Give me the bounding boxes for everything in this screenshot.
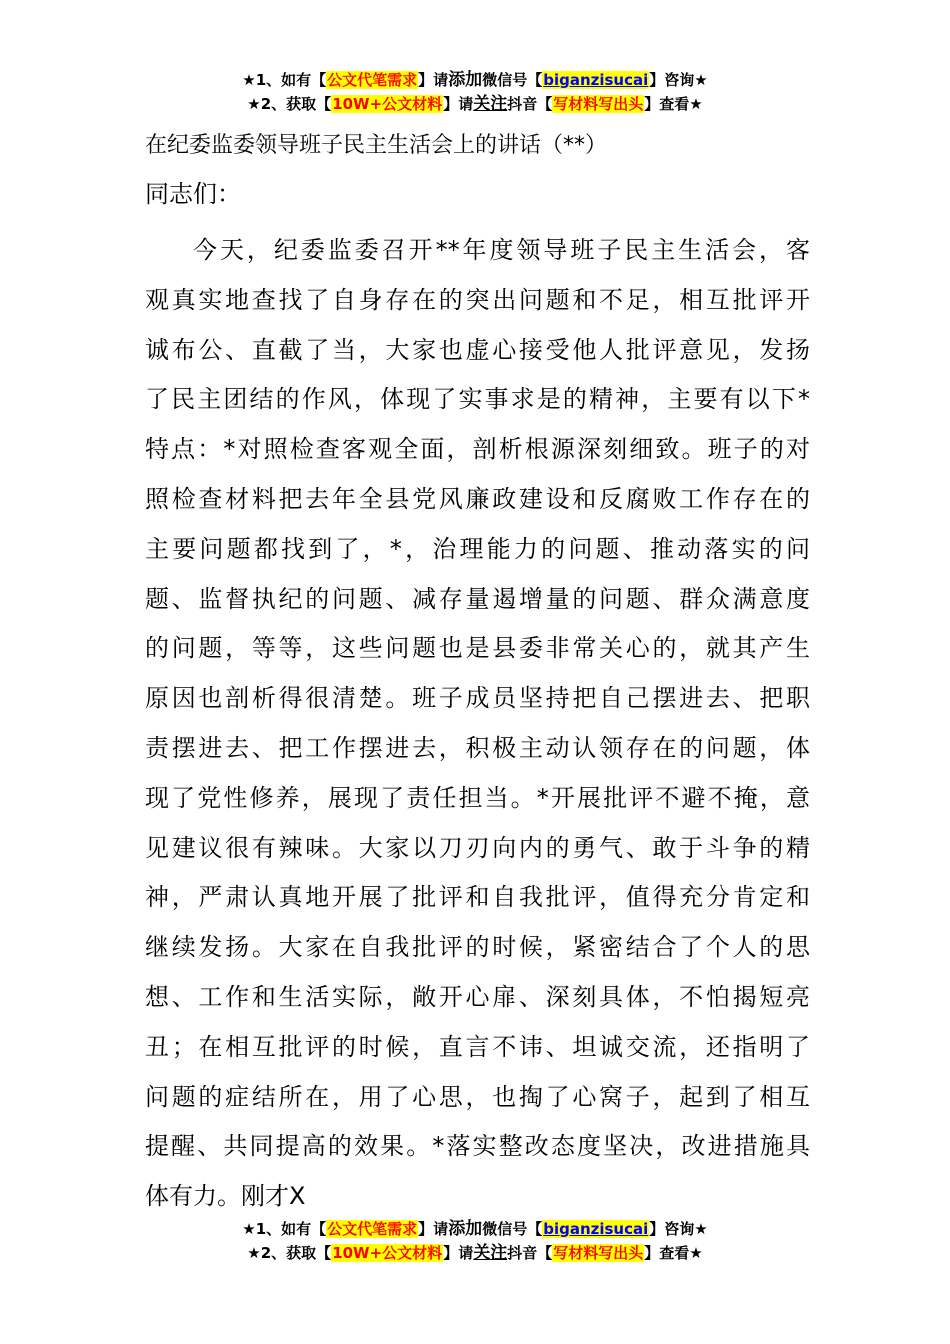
footer-line1-emphasis: 添加: [448, 1219, 483, 1239]
footer-line1-mid1: 】请: [418, 1220, 449, 1238]
footer-line1-suffix: 】咨询★: [649, 1220, 708, 1238]
body-line: 问题的症结所在，用了心思，也掏了心窝子，起到了相互: [145, 1082, 810, 1111]
footer-line2-mid1: 】请: [443, 1244, 474, 1262]
header-banner-line-2: [0, 92, 950, 116]
header-banner-line-1: [0, 68, 950, 92]
header-line2-emphasis: 关注: [473, 94, 508, 114]
footer-line2-suffix: 】查看★: [644, 1244, 703, 1262]
body-line: 了民主团结的作风，体现了实事求是的精神，主要有以下*: [145, 385, 810, 414]
body-line: 想、工作和生活实际，敞开心扉、深刻具体，不怕揭短亮: [145, 982, 810, 1011]
header-line1-mid2: 微信号【: [482, 71, 543, 89]
body-line: 今天，纪委监委召开**年度领导班子民主生活会，客: [193, 236, 810, 264]
header-line2-prefix: ★2、获取【: [247, 95, 332, 113]
body-line: 见建议很有辣味。大家以刀刃向内的勇气、敢于斗争的精: [145, 833, 810, 862]
body-line: 责摆进去、把工作摆进去，积极主动认领存在的问题，体: [145, 733, 810, 762]
footer-line2-highlight-materials: 10W+公文材料: [332, 1244, 443, 1262]
greeting: 同志们：: [145, 180, 241, 208]
body-line: 提醒、共同提高的效果。*落实整改态度坚决，改进措施具: [145, 1132, 810, 1161]
body-line: 的问题，等等，这些问题也是县委非常关心的，就其产生: [145, 634, 810, 663]
footer-line1-highlight-service: 公文代笔需求: [327, 1220, 418, 1238]
header-line1-prefix: ★1、如有【: [242, 71, 327, 89]
body-line: 诚布公、直截了当，大家也虚心接受他人批评意见，发扬: [145, 335, 810, 364]
header-line2-mid1: 】请: [443, 95, 474, 113]
footer-line1-prefix: ★1、如有【: [242, 1220, 327, 1238]
footer-line1-mid2: 微信号【: [482, 1220, 543, 1238]
header-line2-highlight-materials: 10W+公文材料: [332, 95, 443, 113]
body-line: 题、监督执纪的问题、减存量遏增量的问题、群众满意度: [145, 584, 810, 613]
body-line: 照检查材料把去年全县党风廉政建设和反腐败工作存在的: [145, 484, 810, 513]
header-line1-emphasis: 添加: [448, 70, 483, 90]
header-line1-suffix: 】咨询★: [649, 71, 708, 89]
body-line: 特点：*对照检查客观全面，剖析根源深刻细致。班子的对: [145, 435, 810, 464]
footer-line2-mid2: 抖音【: [507, 1244, 553, 1262]
header-banner: [0, 68, 950, 116]
footer-banner: [0, 1217, 950, 1265]
body-line: 观真实地查找了自身存在的突出问题和不足，相互批评开: [145, 285, 810, 314]
footer-line1-wechat-id: biganzisucai: [543, 1220, 649, 1238]
header-line2-suffix: 】查看★: [644, 95, 703, 113]
footer-banner-line-1: [0, 1217, 950, 1241]
body-line: 丑；在相互批评的时候，直言不讳、坦诚交流，还指明了: [145, 1032, 810, 1061]
body-line: 主要问题都找到了，*，治理能力的问题、推动落实的问: [145, 534, 810, 563]
footer-line2-douyin-account: 写材料写出头: [553, 1244, 644, 1262]
body-line: 现了党性修养，展现了责任担当。*开展批评不避不掩，意: [145, 783, 810, 812]
footer-banner-line-2: [0, 1241, 950, 1265]
body-line: 原因也剖析得很清楚。班子成员坚持把自己摆进去、把职: [145, 684, 810, 713]
document-body: [145, 226, 810, 1222]
header-line2-mid2: 抖音【: [507, 95, 553, 113]
body-line: 体有力。刚才X: [145, 1182, 306, 1211]
header-line1-wechat-id: biganzisucai: [543, 71, 649, 89]
header-line1-mid1: 】请: [418, 71, 449, 89]
header-line2-douyin-account: 写材料写出头: [553, 95, 644, 113]
document-title: 在纪委监委领导班子民主生活会上的讲话（**）: [145, 133, 608, 158]
body-line: 神，严肃认真地开展了批评和自我批评，值得充分肯定和: [145, 883, 810, 912]
footer-line2-emphasis: 关注: [473, 1243, 508, 1263]
header-line1-highlight-service: 公文代笔需求: [327, 71, 418, 89]
footer-line2-prefix: ★2、获取【: [247, 1244, 332, 1262]
body-line: 继续发扬。大家在自我批评的时候，紧密结合了个人的思: [145, 933, 810, 962]
